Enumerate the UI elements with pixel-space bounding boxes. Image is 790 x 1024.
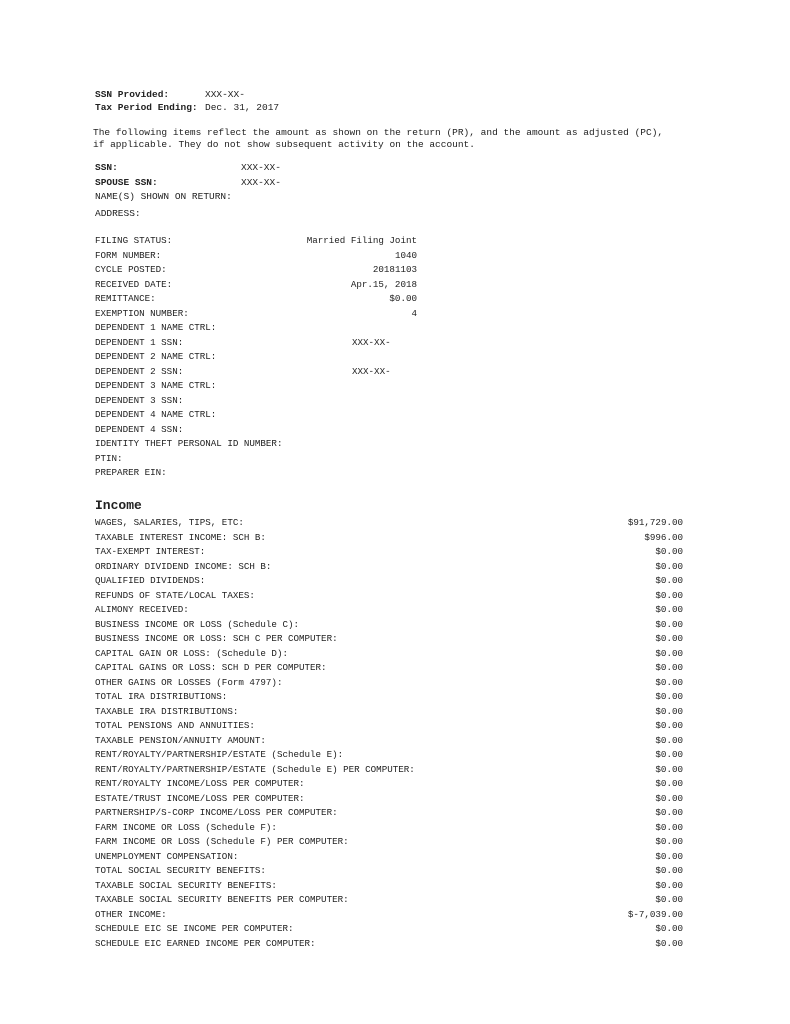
- income-value: $0.00: [655, 894, 683, 905]
- income-row: [95, 777, 683, 791]
- income-value: $0.00: [655, 720, 683, 731]
- income-row: [95, 864, 683, 878]
- detail-value: 4: [411, 307, 417, 319]
- income-value: $996.00: [644, 531, 683, 543]
- income-value: $0.00: [655, 546, 683, 557]
- income-row: [95, 763, 683, 777]
- income-row: [95, 937, 683, 951]
- detail-label: PTIN:: [95, 452, 123, 464]
- detail-dependent-ssn: XXX-XX-: [352, 336, 391, 348]
- income-value: $0.00: [655, 633, 683, 644]
- income-label: SCHEDULE EIC SE INCOME PER COMPUTER:: [95, 923, 294, 934]
- detail-row: [95, 278, 425, 292]
- income-row: [95, 835, 683, 849]
- income-label: BUSINESS INCOME OR LOSS (Schedule C):: [95, 618, 299, 630]
- detail-row: [95, 423, 425, 437]
- income-value: $-7,039.00: [627, 908, 683, 920]
- ssn-value: XXX-XX-: [241, 162, 281, 173]
- income-heading: Income: [95, 498, 142, 513]
- detail-label: DEPENDENT 3 NAME CTRL:: [95, 380, 217, 391]
- income-row: [95, 618, 683, 632]
- income-label: CAPITAL GAIN OR LOSS: (Schedule D):: [95, 647, 288, 659]
- income-value: $0.00: [655, 676, 683, 688]
- income-row: [95, 908, 683, 922]
- income-label: TOTAL IRA DISTRIBUTIONS:: [95, 691, 228, 702]
- income-value: $0.00: [655, 865, 683, 876]
- spouse-ssn-value: XXX-XX-: [241, 177, 281, 188]
- detail-row: [95, 336, 425, 350]
- income-value: $0.00: [655, 937, 683, 949]
- detail-label: REMITTANCE:: [95, 293, 156, 304]
- detail-value: 20181103: [372, 264, 417, 275]
- detail-row: [95, 234, 425, 248]
- detail-value: 1040: [394, 249, 417, 261]
- income-value: $0.00: [655, 749, 683, 760]
- income-value: $0.00: [655, 923, 683, 934]
- income-label: RENT/ROYALTY INCOME/LOSS PER COMPUTER:: [95, 778, 305, 789]
- income-label: TAXABLE SOCIAL SECURITY BENEFITS PER COMPUTER:: [95, 894, 349, 905]
- income-row: [95, 560, 683, 574]
- detail-label: DEPENDENT 1 NAME CTRL:: [95, 322, 217, 333]
- income-value: $0.00: [655, 763, 683, 775]
- income-value: $0.00: [655, 705, 683, 717]
- income-label: ALIMONY RECEIVED:: [95, 604, 189, 615]
- income-row: [95, 574, 683, 588]
- ssn-provided-label: SSN Provided:: [95, 89, 170, 100]
- income-value: $0.00: [655, 647, 683, 659]
- income-label: QUALIFIED DIVIDENDS:: [95, 575, 206, 586]
- detail-label: DEPENDENT 3 SSN:: [95, 394, 184, 406]
- income-label: SCHEDULE EIC EARNED INCOME PER COMPUTER:: [95, 937, 316, 949]
- income-label: TOTAL PENSIONS AND ANNUITIES:: [95, 720, 255, 731]
- detail-row: [95, 466, 425, 480]
- income-label: TOTAL SOCIAL SECURITY BENEFITS:: [95, 865, 266, 876]
- income-value: $0.00: [655, 604, 683, 615]
- income-value: $0.00: [655, 821, 683, 833]
- detail-row: [95, 452, 425, 466]
- detail-label: IDENTITY THEFT PERSONAL ID NUMBER:: [95, 438, 283, 449]
- ssn-label: SSN:: [95, 162, 118, 173]
- income-label: TAXABLE PENSION/ANNUITY AMOUNT:: [95, 734, 266, 746]
- income-label: RENT/ROYALTY/PARTNERSHIP/ESTATE (Schedule E) PER COMPUTER:: [95, 763, 415, 775]
- income-label: TAX-EXEMPT INTEREST:: [95, 546, 206, 557]
- income-row: [95, 531, 683, 545]
- detail-value: Apr.15, 2018: [350, 278, 417, 290]
- income-row: [95, 545, 683, 559]
- detail-row: [95, 408, 425, 422]
- income-value: $0.00: [655, 792, 683, 804]
- detail-dependent-ssn: XXX-XX-: [352, 365, 391, 377]
- detail-row: [95, 350, 425, 364]
- income-row: [95, 893, 683, 907]
- income-label: ORDINARY DIVIDEND INCOME: SCH B:: [95, 560, 272, 572]
- income-value: $0.00: [655, 836, 683, 847]
- detail-label: DEPENDENT 4 SSN:: [95, 423, 184, 435]
- income-label: BUSINESS INCOME OR LOSS: SCH C PER COMPUTER:: [95, 633, 338, 644]
- income-label: CAPITAL GAINS OR LOSS: SCH D PER COMPUTER:: [95, 662, 327, 673]
- address-label: ADDRESS:: [95, 208, 141, 219]
- income-row: [95, 647, 683, 661]
- income-row: [95, 922, 683, 936]
- income-value: $0.00: [655, 691, 683, 702]
- detail-label: DEPENDENT 1 SSN:: [95, 336, 184, 348]
- income-row: [95, 676, 683, 690]
- income-row: [95, 690, 683, 704]
- income-label: TAXABLE IRA DISTRIBUTIONS:: [95, 705, 239, 717]
- income-value: $0.00: [655, 560, 683, 572]
- income-label: REFUNDS OF STATE/LOCAL TAXES:: [95, 589, 255, 601]
- income-value: $0.00: [655, 618, 683, 630]
- income-row: [95, 589, 683, 603]
- detail-value: $0.00: [389, 293, 417, 304]
- detail-label: DEPENDENT 2 NAME CTRL:: [95, 351, 217, 362]
- income-row: [95, 719, 683, 733]
- income-label: TAXABLE SOCIAL SECURITY BENEFITS:: [95, 879, 277, 891]
- income-value: $91,729.00: [627, 517, 683, 528]
- spouse-ssn-label: SPOUSE SSN:: [95, 177, 158, 188]
- income-value: $0.00: [655, 575, 683, 586]
- detail-label: FILING STATUS:: [95, 235, 173, 246]
- detail-row: [95, 249, 425, 263]
- income-label: FARM INCOME OR LOSS (Schedule F):: [95, 821, 277, 833]
- ssn-provided-value: XXX-XX-: [205, 89, 245, 100]
- income-label: WAGES, SALARIES, TIPS, ETC:: [95, 517, 244, 528]
- income-value: $0.00: [655, 778, 683, 789]
- tax-period-value: Dec. 31, 2017: [205, 102, 280, 113]
- detail-row: [95, 379, 425, 393]
- detail-row: [95, 437, 425, 451]
- detail-label: CYCLE POSTED:: [95, 264, 167, 275]
- names-label: NAME(S) SHOWN ON RETURN:: [95, 191, 232, 202]
- detail-row: [95, 365, 425, 379]
- detail-label: PREPARER EIN:: [95, 467, 167, 478]
- detail-value: Married Filing Joint: [306, 235, 417, 246]
- income-row: [95, 661, 683, 675]
- income-value: $0.00: [655, 879, 683, 891]
- detail-label: DEPENDENT 4 NAME CTRL:: [95, 409, 217, 420]
- detail-label: EXEMPTION NUMBER:: [95, 307, 189, 319]
- detail-row: [95, 321, 425, 335]
- income-row: [95, 850, 683, 864]
- detail-row: [95, 292, 425, 306]
- income-label: OTHER INCOME:: [95, 908, 167, 920]
- income-row: [95, 821, 683, 835]
- income-row: [95, 603, 683, 617]
- intro-paragraph: The following items reflect the amount as shown on the return (PR), and the amount as adjusted (PC), if applicable. They do not show subsequent activity on the account.: [93, 127, 664, 150]
- income-value: $0.00: [655, 734, 683, 746]
- income-label: FARM INCOME OR LOSS (Schedule F) PER COMPUTER:: [95, 836, 349, 847]
- detail-row: [95, 307, 425, 321]
- income-row: [95, 879, 683, 893]
- income-label: ESTATE/TRUST INCOME/LOSS PER COMPUTER:: [95, 792, 305, 804]
- tax-period-label: Tax Period Ending:: [95, 102, 198, 113]
- income-value: $0.00: [655, 807, 683, 818]
- income-row: [95, 516, 683, 530]
- income-row: [95, 632, 683, 646]
- income-row: [95, 806, 683, 820]
- detail-row: [95, 263, 425, 277]
- detail-label: RECEIVED DATE:: [95, 278, 173, 290]
- income-value: $0.00: [655, 662, 683, 673]
- income-value: $0.00: [655, 850, 683, 862]
- income-row: [95, 748, 683, 762]
- detail-label: FORM NUMBER:: [95, 249, 162, 261]
- detail-row: [95, 394, 425, 408]
- income-row: [95, 705, 683, 719]
- income-row: [95, 792, 683, 806]
- income-label: UNEMPLOYMENT COMPENSATION:: [95, 850, 239, 862]
- income-label: RENT/ROYALTY/PARTNERSHIP/ESTATE (Schedule E):: [95, 749, 344, 760]
- income-label: OTHER GAINS OR LOSSES (Form 4797):: [95, 676, 283, 688]
- detail-label: DEPENDENT 2 SSN:: [95, 365, 184, 377]
- income-row: [95, 734, 683, 748]
- income-value: $0.00: [655, 589, 683, 601]
- income-label: TAXABLE INTEREST INCOME: SCH B:: [95, 531, 266, 543]
- income-label: PARTNERSHIP/S-CORP INCOME/LOSS PER COMPUTER:: [95, 807, 338, 818]
